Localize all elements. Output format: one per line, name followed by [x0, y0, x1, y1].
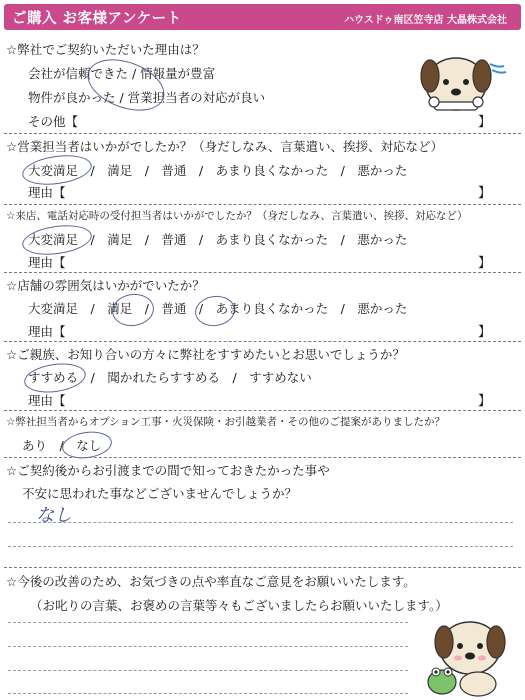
answer-line [8, 522, 513, 523]
question-2-text: ☆営業担当者はいかがでしたか？（身だしなみ、言葉遣い、挨拶、対応など） [6, 139, 443, 154]
section-divider [4, 133, 521, 134]
survey-header [4, 4, 521, 30]
section-divider [4, 410, 521, 411]
question-3-text: ☆来店、電話対応時の受付担当者はいかがでしたか？（身だしなみ、言葉遣い、挨拶、対応など） [6, 210, 468, 222]
question-6-text: ☆弊社担当者からオプション工事・火災保険・お引越業者・その他のご提案がありましたか？ [6, 416, 445, 428]
question-4-text: ☆店舗の雰囲気はいかがでいたか？ [6, 278, 205, 293]
answer-line [8, 670, 408, 671]
question-3-options: 大変満足 / 満足 / 普通 / あまり良くなかった / 悪かった [28, 232, 408, 247]
section-divider [4, 457, 521, 458]
question-7-text-line2: 不安に思われた事などございませんでしょうか？ [22, 486, 298, 501]
question-3-bracket-close: 】 [478, 256, 492, 271]
answer-circle-mark [81, 50, 172, 121]
answer-circle-mark [110, 291, 156, 329]
handwritten-answer: なし [36, 505, 72, 526]
question-5-options: すすめる / 聞かれたらすすめる / すすめない [28, 370, 312, 385]
answer-line [8, 546, 513, 547]
question-4-reason-label: 理由【 [28, 324, 66, 339]
question-3-reason-label: 理由【 [28, 255, 66, 270]
section-divider [4, 567, 521, 568]
question-1-options-line2: 物件が良かった / 営業担当者の対応が良い [28, 90, 266, 105]
question-1-bracket-close: 】 [478, 115, 492, 130]
company-name: ハウスドゥ南区笠寺店 大晶株式会社 [344, 15, 507, 26]
answer-line [8, 622, 408, 623]
section-divider [4, 341, 521, 342]
dog-and-frog-illustration [420, 612, 516, 698]
question-1-text: ☆弊社でご契約いただいた理由は？ [6, 42, 205, 57]
question-2-bracket-close: 】 [478, 186, 492, 201]
question-8-note: （お叱りの言葉、お褒めの言葉等々もございましたらお願いいたします。） [30, 598, 448, 613]
question-7-text-line1: ☆ご契約後からお引渡までの間で知っておきたかった事や [6, 463, 330, 478]
question-6-options: あり / なし [22, 438, 102, 453]
question-5-text: ☆ご親族、お知り合いの方々に弊社をすすめたいとお思いでしょうか？ [6, 347, 405, 362]
question-2-reason-label: 理由【 [28, 185, 66, 200]
question-2-options: 大変満足 / 満足 / 普通 / あまり良くなかった / 悪かった [28, 163, 408, 178]
question-5-bracket-close: 】 [478, 394, 492, 409]
section-divider [4, 272, 521, 273]
answer-line [8, 646, 408, 647]
answer-line [8, 693, 408, 694]
question-5-reason-label: 理由【 [28, 393, 66, 408]
dog-mascot-illustration [412, 40, 508, 120]
question-8-text: ☆今後の改善のため、お気づきの点や率直なご意見をお願いいたします。 [6, 574, 416, 589]
question-4-bracket-close: 】 [478, 325, 492, 340]
question-1-other-label: その他【 [28, 114, 79, 129]
section-divider [4, 204, 521, 205]
question-4-options: 大変満足 / 満足 / 普通 / あまり良くなかった / 悪かった [28, 301, 408, 316]
question-1-options-line1: 会社が信頼できた / 情報量が豊富 [28, 66, 216, 81]
survey-title: ご購入 お客様アンケート [12, 11, 182, 27]
